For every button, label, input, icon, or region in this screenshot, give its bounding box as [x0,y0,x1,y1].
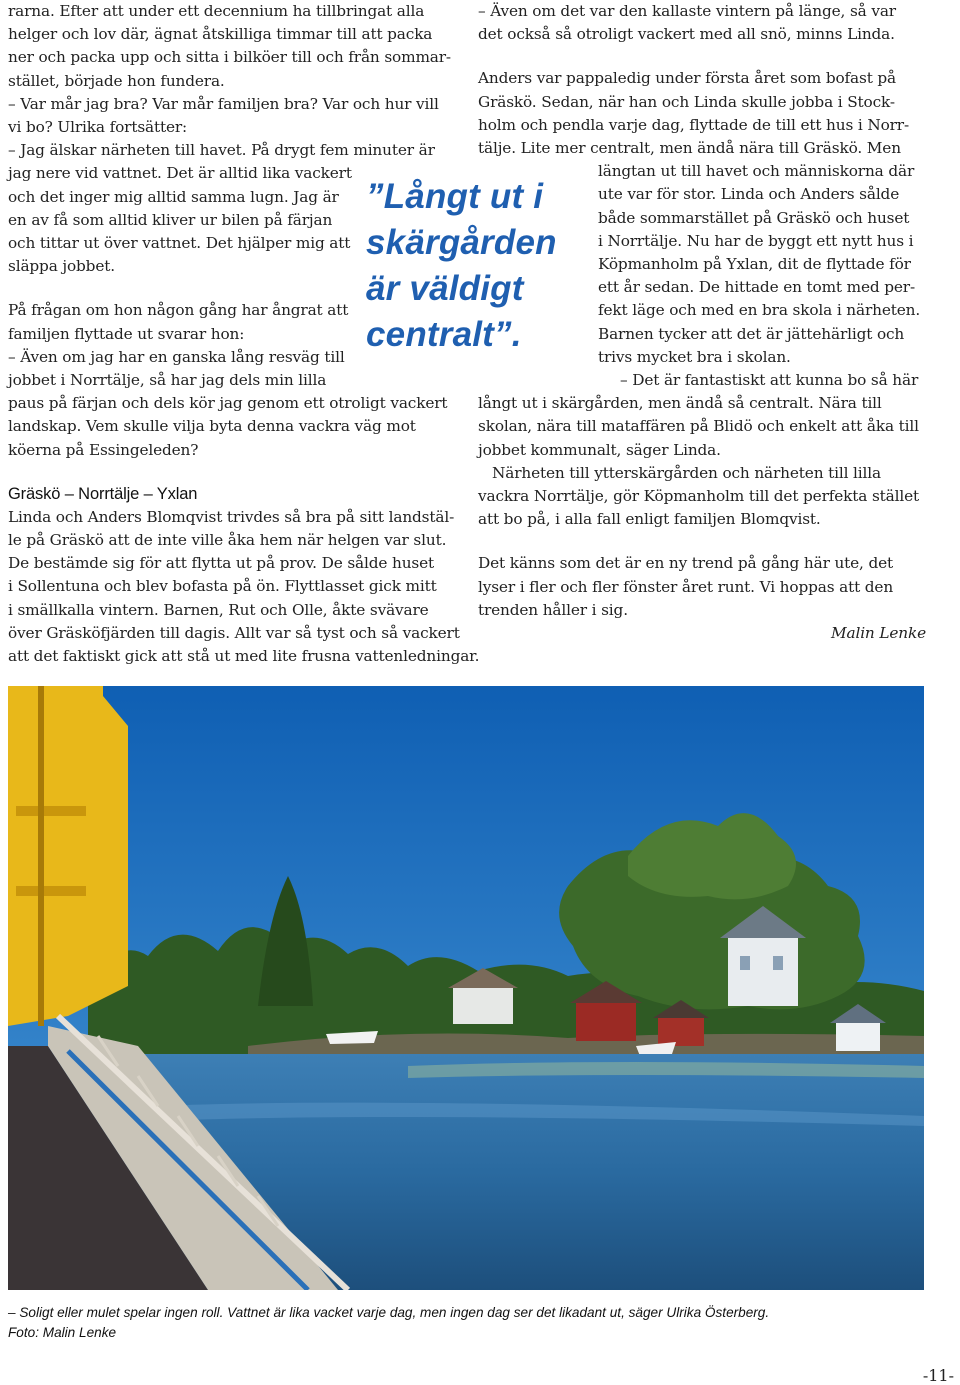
text-line: Närheten till ytterskärgården och närheten till lilla [492,463,881,482]
text-line: – Var mår jag bra? Var mår familjen bra? Var och hur vill [8,94,439,113]
right-paragraph-4 [478,462,928,532]
text-line: det också så otroligt vackert med all snö, minns Linda. [478,25,895,44]
section-heading: Gräskö – Norrtälje – Yxlan [8,484,198,503]
author-signature: Malin Lenke [830,624,926,643]
photo-credit: Foto: Malin Lenke [8,1325,117,1340]
text-line: le på Gräskö att de inte ville åka hem när helgen var slut. [8,531,447,550]
text-line: jobbet kommunalt, säger Linda. [478,440,721,459]
text-line: paus på färjan och dels kör jag genom ett otroligt vackert [8,394,448,413]
page-number: -11- [922,1366,954,1385]
text-line: att det faktiskt gick att stå ut med lite frusna vattenledningar. [8,647,480,666]
text-line: De bestämde sig för att flytta ut på prov. De sålde huset [8,554,434,573]
archipelago-photo [8,686,924,1290]
text-line: – Jag älskar närheten till havet. På drygt fem minuter är [8,141,435,160]
text-line: – Även om det var den kallaste vintern på länge, så var [478,2,896,20]
text-line: Det känns som det är en ny trend på gång här ute, det [478,554,894,573]
text-line: släppa jobbet. [8,257,115,276]
pull-quote-line: centralt”. [366,315,522,354]
text-line: köerna på Essingeleden? [8,440,199,459]
text-line: att bo på, i alla fall enligt familjen Blomqvist. [478,510,821,529]
text-line: ett år sedan. De hittade en tomt med per- [598,278,915,297]
caption-text: – Soligt eller mulet spelar ingen roll. Vattnet är lika vacket varje dag, men ingen dag ser det likadant ut, säger Ulrika Österberg. [8,1305,770,1320]
text-line: trivs mycket bra i skolan. [598,347,791,366]
text-line: Linda och Anders Blomqvist trivdes så bra på sitt landstäl- [8,507,455,526]
text-line: jobbet i Norrtälje, så har jag dels min lilla [8,371,327,390]
text-line: landskap. Vem skulle vilja byta denna vackra väg mot [8,417,416,436]
ferry-beam [16,806,86,816]
text-line: Barnen tycker att det är jättehärligt och [598,324,905,343]
right-paragraph-3 [478,369,928,462]
text-line: i smällkalla vintern. Barnen, Rut och Olle, åkte svävare [8,600,429,619]
article-photo [8,686,924,1290]
right-paragraph-2 [478,67,928,369]
text-line: Anders var pappaledig under första året som bofast på [478,69,897,88]
text-line: helger och lov där, ägnat åtskilliga timmar till att packa [8,25,433,44]
text-line: lyser i fler och fler fönster året runt. Vi hoppas att den [478,577,894,596]
text-line: På frågan om hon någon gång har ångrat att [8,301,349,320]
ferry-tower [8,686,128,1026]
text-line: fekt läge och med en bra skola i närheten. [598,301,921,320]
text-line: längtan ut till havet och människorna där [598,162,915,181]
pull-quote-line: ”Långt ut i [366,177,544,216]
text-line: Köpmanholm på Yxlan, dit de flyttade för [598,255,911,274]
text-line: över Gräsköfjärden till dagis. Allt var så tyst och så vackert [8,623,460,642]
text-line: ute var för stor. Linda och Anders sålde [598,185,900,204]
text-line: i Sollentuna och blev bofasta på ön. Flyttlasset gick mitt [8,577,437,596]
text-line: vi bo? Ulrika fortsätter: [8,118,188,137]
text-line: holm och pendla varje dag, flyttade de till ett hus i Norr- [478,115,909,134]
text-line: både sommarstället på Gräskö och huset [598,208,910,227]
text-line: stället, började hon fundera. [8,71,225,90]
ferry-post [38,686,44,1026]
text-line: ner och packa upp och sitta i bilköer till och från sommar- [8,48,451,67]
ferry-beam [16,886,86,896]
wrapped-text-block [478,160,928,369]
text-line: Gräskö. Sedan, när han och Linda skulle jobba i Stock- [478,92,895,111]
right-paragraph-5 [478,552,928,622]
text-line: rarna. Efter att under ett decennium ha tillbringat alla [8,2,425,20]
text-line: en av få som alltid kliver ur bilen på färjan [8,210,333,229]
text-line: i Norrtälje. Nu har de byggt ett nytt hus i [598,231,914,250]
text-line: trenden håller i sig. [478,600,628,619]
text-line: och tittar ut över vattnet. Det hjälper mig att [8,234,351,253]
right-paragraph-1 [478,0,928,46]
text-line: tälje. Lite mer centralt, men ändå nära till Gräskö. Men [478,139,901,158]
text-line: vackra Norrtälje, gör Köpmanholm till det perfekta stället [478,487,919,506]
text-line: skolan, nära till mataffären på Blidö och enkelt att åka till [478,417,919,436]
right-column [478,0,928,645]
text-line: långt ut i skärgården, men ändå så centralt. Nära till [478,394,882,413]
text-line: – Även om jag har en ganska lång resväg till [8,347,345,366]
text-line: och det inger mig alltid samma lugn. Jag är [8,187,339,206]
pull-quote-line: skärgården [366,223,557,262]
text-line: familjen flyttade ut svarar hon: [8,324,245,343]
text-line: – Det är fantastiskt att kunna bo så här [620,371,919,390]
left-paragraph-3 [8,506,480,668]
pull-quote-line: är väldigt [366,269,524,308]
text-line: jag nere vid vattnet. Det är alltid lika vackert [8,164,352,183]
photo-caption [8,1303,938,1343]
